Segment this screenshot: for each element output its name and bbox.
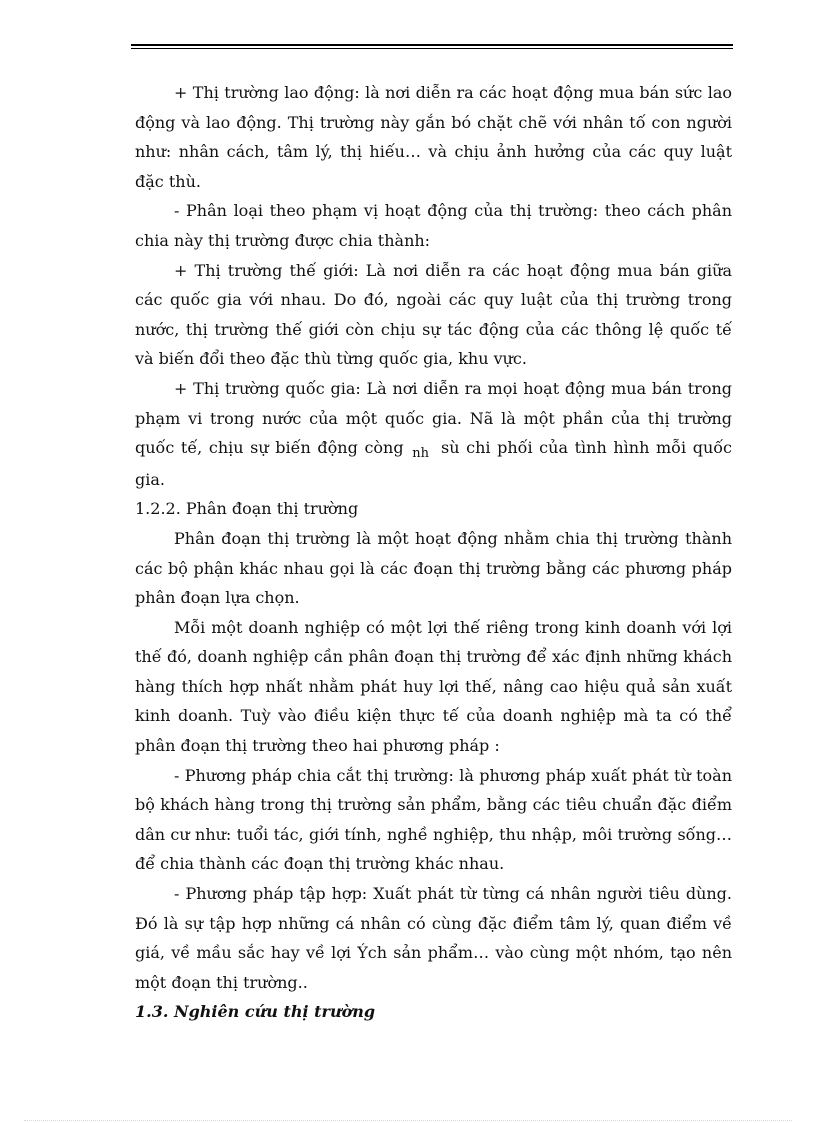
national-market-text-before: + Thị trường quốc gia: Là nơi diễn ra mọi hoạt động mua bán trong phạm vi trong nước của một quốc gia. Nã là một phần của thị trường quốc tế, chịu sự biến động còng <box>135 378 732 458</box>
paragraph-national-market <box>135 374 732 494</box>
header-rule <box>131 44 733 49</box>
heading-1-3: 1.3. Nghiên cứu thị trường <box>135 1002 376 1022</box>
footer-dotted-rule <box>24 1120 792 1121</box>
paragraph-labor-market: + Thị trường lao động: là nơi diễn ra các hoạt động mua bán sức lao động và lao động. Thị trường này gắn bó chặt chẽ với nhân tố con người như: nhân cách, tâm lý, thị hiếu… và chịu ảnh hưởng của các quy luật đặc thù. <box>135 83 732 191</box>
heading-1-2-2: 1.2.2. Phân đoạn thị trường <box>135 499 359 519</box>
paragraph-method-division: - Phương pháp chia cắt thị trường: là phương pháp xuất phát từ toàn bộ khách hàng trong thị trường sản phẩm, bằng các tiêu chuẩn đặc điểm dân cư như: tuổi tác, giới tính, nghề nghiệp, thu nhập, môi trường sống… để chia thành các đoạn thị trường khác nhau. <box>135 765 732 874</box>
national-market-text-after: sù chi phối của tình hình mỗi quốc gia. <box>135 438 732 489</box>
paragraph-scope-classification: - Phân loại theo phạm vị hoạt động của thị trường: theo cách phân chia này thị trường được chia thành: <box>135 201 732 250</box>
paragraph-world-market: + Thị trường thế giới: Là nơi diễn ra các hoạt động mua bán giữa các quốc gia với nhau. Do đó, ngoài các quy luật của thị trường trong nước, thị trường thế giới còn chịu sự tác động của các thông lệ quốc tế và biến đổi theo đặc thù từng quốc gia, khu vực. <box>135 260 732 369</box>
paragraph-segmentation-advantage: Mỗi một doanh nghiệp có một lợi thế riêng trong kinh doanh với lợi thế đó, doanh nghiệp cần phân đoạn thị trường để xác định những khách hàng thích hợp nhất nhằm phát huy lợi thế, nâng cao hiệu quả sản xuất kinh doanh. Tuỳ vào điều kiện thực tế của doanh nghiệp mà ta có thể phân đoạn thị trường theo hai phương pháp : <box>135 617 732 756</box>
paragraph-segmentation-definition: Phân đoạn thị trường là một hoạt động nhằm chia thị trường thành các bộ phận khác nhau gọi là các đoạn thị trường bằng các phương pháp phân đoạn lựa chọn. <box>135 528 732 608</box>
paragraph-method-aggregation: - Phương pháp tập hợp: Xuất phát từ từng cá nhân người tiêu dùng. Đó là sự tập hợp những cá nhân có cùng đặc điểm tâm lý, quan điểm về giá, về mầu sắc hay về lợi Ých sản phẩm… vào cùng một nhóm, tạo nên một đoạn thị trường.. <box>135 884 732 992</box>
document-body <box>135 78 732 1027</box>
national-market-stray-text: nh <box>412 446 429 462</box>
